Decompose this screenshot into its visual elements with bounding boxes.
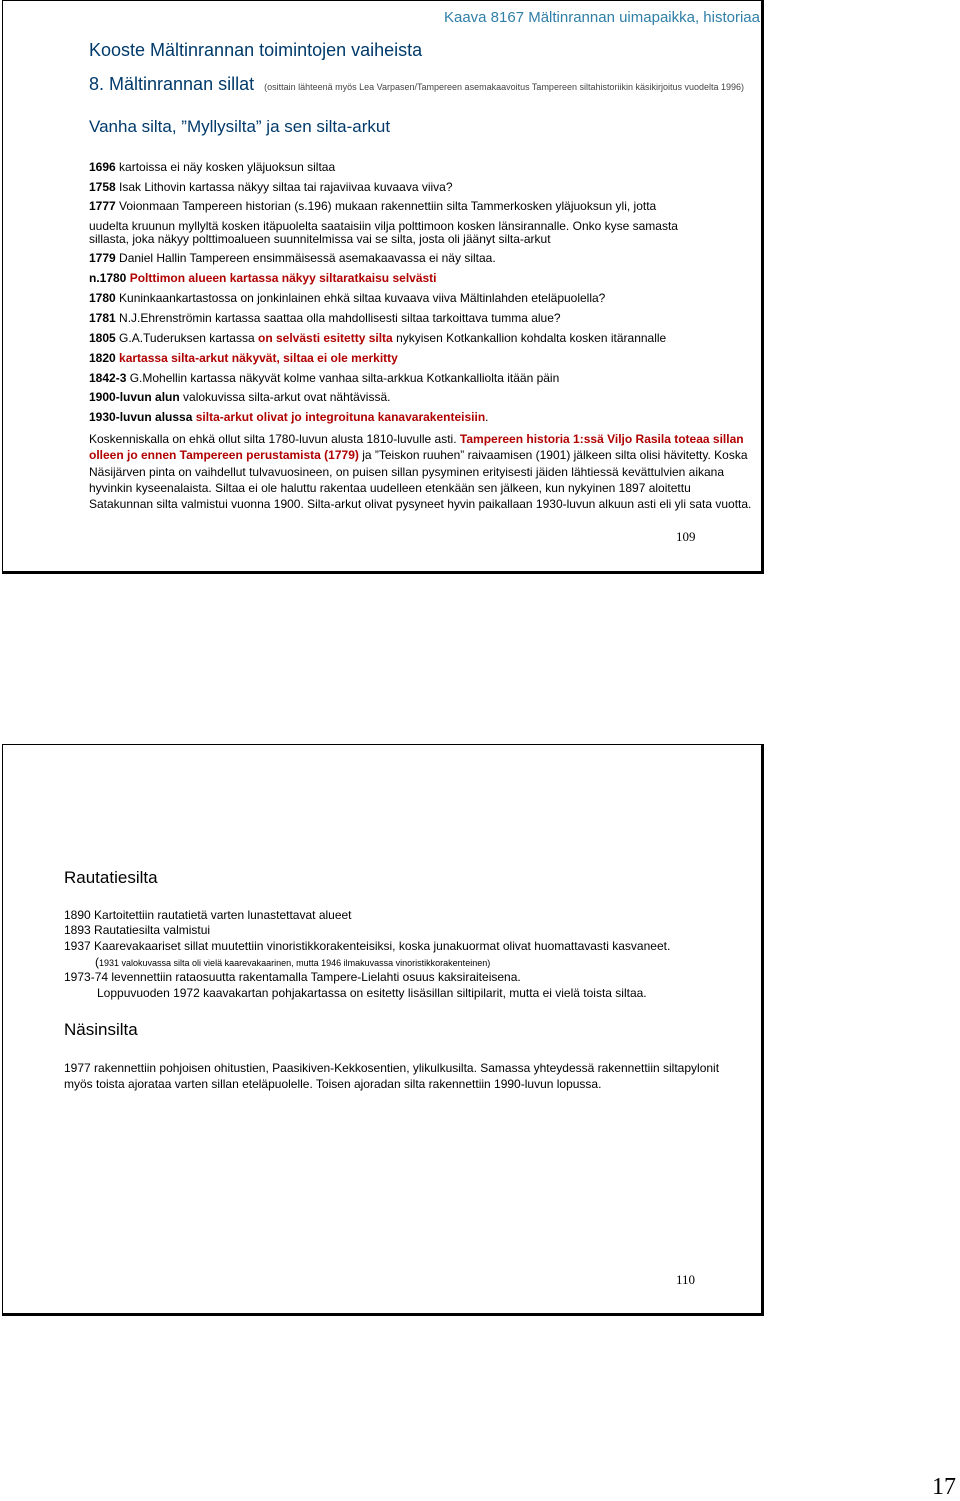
note-paren: ( — [95, 955, 99, 969]
note-text: 1931 valokuvassa silta oli vielä kaarevakaarinen, mutta 1946 ilmakuvassa vinoristikkorakenteinen) — [99, 958, 491, 968]
rail-note — [95, 955, 490, 969]
entry-text: G.A.Tuderuksen kartassa — [115, 331, 258, 345]
rail-entry: 1937 Kaarevakaariset sillat muutettiin vinoristikkorakenteisiksi, koska junakuormat olivat huomattavasti kasvaneet. — [64, 939, 671, 953]
timeline-line — [89, 311, 561, 325]
timeline-line — [89, 271, 437, 285]
entry-text: Kuninkaankartastossa on jonkinlainen ehkä siltaa kuvaava viiva Mältinlahden eteläpuolella? — [115, 291, 606, 305]
year: 1696 — [89, 160, 116, 174]
rail-entry: 1893 Rautatiesilta valmistui — [64, 923, 211, 937]
entry-text: Daniel Hallin Tampereen ensimmäisessä asemakaavassa ei näy siltaa. — [115, 251, 496, 265]
timeline-line — [89, 199, 656, 213]
rail-entry: 1890 Kartoitettiin rautatietä varten lunastettavat alueet — [64, 908, 352, 922]
year: 1781 — [89, 311, 116, 325]
timeline-line-continued: uudelta kruunun myllyltä kosken itäpuolelta saataisiin vilja polttimoon kosken länsirannalle. Onko kyse samasta — [89, 219, 678, 233]
slide-page-number: 110 — [676, 1272, 696, 1287]
summary-paragraph — [89, 431, 754, 512]
timeline-line — [89, 251, 496, 265]
timeline-line — [89, 390, 390, 404]
year: 1820 — [89, 351, 116, 365]
entry-text: kartoissa ei näy kosken yläjuoksun siltaa — [115, 160, 336, 174]
paragraph-text: Koskenniskalla on ehkä ollut silta 1780-luvun alusta 1810-luvulle asti. — [89, 432, 460, 446]
timeline-line — [89, 371, 559, 385]
entry-highlight: on selvästi esitetty silta — [258, 331, 393, 345]
entry-highlight: Polttimon alueen kartassa näkyy siltaratkaisu selvästi — [126, 271, 437, 285]
section-heading: Vanha silta, ”Myllysilta” ja sen silta-arkut — [89, 117, 391, 136]
paragraph-text: ja ”Teiskon ruuhen” raivaamisen (1901) jälkeen silta olisi hävitetty. Koska Näsijärven pinta on vaihdellut tulvavuosineen, on puisen sillan pysyminen erityisesti jäiden lähtiessä kevättulvien aikana hyvinkin kyseenalaista. Siltaa ei ole haluttu rakentaa uudelleen etenkään sen jälkeen, kun nykyinen 1897 aloitettu Satakunnan silta valmistui vuonna 1900. Silta-arkut olivat pysyneet hyvin paikallaan 1930-luvun alkuun asti eli yli sata vuotta. — [89, 448, 752, 512]
slide-page-number: 109 — [676, 529, 696, 544]
rail-entry-indented: Loppuvuoden 1972 kaavakartan pohjakartassa on esitetty lisäsillan siltipilarit, mutta ei vielä toista siltaa. — [97, 986, 647, 1000]
entry-text: Isak Lithovin kartassa näkyy siltaa tai rajaviivaa kuvaava viiva? — [115, 180, 453, 194]
slide-title: Kooste Mältinrannan toimintojen vaiheista — [89, 40, 423, 60]
entry-highlight: kartassa silta-arkut näkyvät, siltaa ei ole merkitty — [115, 351, 398, 365]
source-note: (osittain lähteenä myös Lea Varpasen/Tampereen asemakaavoitus Tampereen siltahistoriikin käsikirjoitus vuodelta 1996) — [264, 82, 745, 92]
year: 1777 — [89, 199, 116, 213]
year: 1780 — [89, 291, 116, 305]
document-page-number: 17 — [932, 1474, 956, 1500]
timeline-line — [89, 331, 666, 345]
year: 1930-luvun alussa — [89, 410, 193, 424]
entry-text: Voionmaan Tampereen historian (s.196) mukaan rakennettiin silta Tammerkosken yläjuoksun yli, jotta — [115, 199, 657, 213]
section-title — [89, 74, 744, 95]
year: n.1780 — [89, 271, 127, 285]
timeline-line — [89, 351, 398, 365]
year: 1900-luvun alun — [89, 390, 180, 404]
section-heading-rautatiesilta: Rautatiesilta — [64, 868, 158, 887]
year: 1758 — [89, 180, 116, 194]
timeline-line-continued: sillasta, joka näkyy polttimoalueen suunnitelmissa vai se silta, josta oli jäänyt silta-arkut — [89, 232, 551, 246]
entry-text: N.J.Ehrenströmin kartassa saattaa olla mahdollisesti siltaa tarkoittava tumma alue? — [115, 311, 561, 325]
year: 1805 — [89, 331, 116, 345]
document-reference: Kaava 8167 Mältinrannan uimapaikka, historiaa — [443, 9, 760, 26]
entry-text: valokuvissa silta-arkut ovat nähtävissä. — [179, 390, 391, 404]
timeline-line — [89, 410, 489, 424]
year: 1842-3 — [89, 371, 127, 385]
timeline-line — [89, 180, 453, 194]
year: 1779 — [89, 251, 116, 265]
rail-entry: 1973-74 levennettiin rataosuutta rakentamalla Tampere-Lielahti osuus kaksiraiteisena. — [64, 970, 521, 984]
nasinsilta-paragraph: 1977 rakennettiin pohjoisen ohitustien, Paasikiven-Kekkosentien, ylikulkusilta. Samassa yhteydessä rakennettiin siltapylonit myös toista ajorataa varten sillan eteläpuolelle. Toisen ajoradan silta rakennettiin 1990-luvun lopussa. — [64, 1061, 720, 1091]
entry-text: G.Mohellin kartassa näkyvät kolme vanhaa silta-arkkua Kotkankalliolta itään päin — [126, 371, 560, 385]
section-heading-nasinsilta: Näsinsilta — [64, 1020, 138, 1039]
timeline-line — [89, 160, 335, 174]
entry-text: nykyisen Kotkankallion kohdalta kosken itärannalle — [392, 331, 667, 345]
section-title-text: 8. Mältinrannan sillat — [89, 74, 255, 94]
entry-text: . — [485, 410, 489, 424]
entry-highlight: silta-arkut olivat jo integroituna kanavarakenteisiin — [192, 410, 486, 424]
paragraph-highlight: Tampereen historia 1:ssä Viljo Rasila toteaa sillan olleen jo ennen Tampereen perustamista (1779) — [89, 432, 744, 463]
timeline-line — [89, 291, 605, 305]
